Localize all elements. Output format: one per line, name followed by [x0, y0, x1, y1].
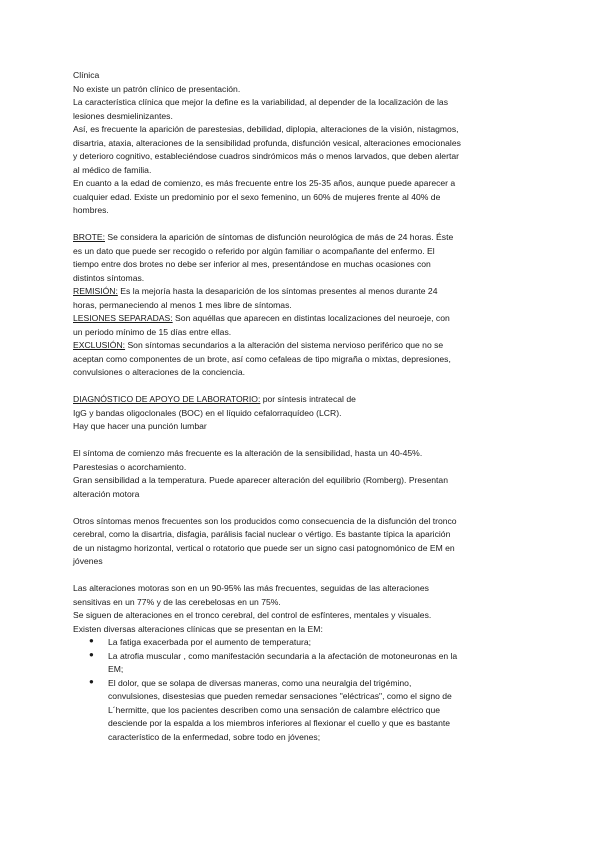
intro-line: La característica clínica que mejor la define es la variabilidad, al depender de la localización de las [73, 97, 448, 107]
definition-text: por síntesis intratecal de [260, 394, 356, 404]
diagnostico-term: DIAGNÓSTICO DE APOYO DE LABORATORIO: [73, 394, 261, 404]
remision-term: REMISIÓN: [73, 286, 118, 296]
intro-line: hombres. [73, 205, 109, 215]
bullet-icon: ● [89, 636, 94, 645]
list-item-line: desciende por la espalda a los miembros inferiores al flexionar el cuello y que es bastante [108, 718, 451, 728]
list-item-line: EM; [108, 664, 124, 674]
sensibilidad-paragraph [73, 447, 533, 501]
brote-definition [73, 231, 533, 285]
bullet-icon: ● [89, 649, 94, 659]
motoras-paragraph [73, 582, 533, 636]
lesiones-definition [73, 312, 533, 339]
definition-text: Se considera la aparición de síntomas de disfunción neurológica de más de 24 horas. Éste [105, 232, 454, 242]
definition-text: Hay que hacer una punción lumbar [73, 421, 207, 431]
paragraph-line: Otros síntomas menos frecuentes son los producidos como consecuencia de la disfunción del tronco [73, 515, 457, 526]
paragraph-line: Las alteraciones motoras son en un 90-95% las más frecuentes, seguidas de las alteraciones [73, 583, 429, 593]
list-item-line: El dolor, que se solapa de diversas maneras, como una neuralgia del trigémino, [108, 677, 412, 688]
paragraph-line: sensitivas en un 77% y de las cerebelosas en un 75%. [73, 596, 281, 607]
diagnostico-paragraph [73, 393, 533, 434]
list-item [73, 650, 533, 677]
list-item-line: L´hermitte, que los pacientes describen como una sensación de calambre eléctrico que [108, 704, 441, 715]
paragraph-line: Existen diversas alteraciones clínicas que se presentan en la EM: [73, 623, 323, 634]
bullet-list [73, 636, 533, 744]
paragraph-line: Parestesias o acorchamiento. [73, 461, 187, 472]
definition-text: aceptan como componentes de un brote, así como cefaleas de tipo migraña o mixtas, depresiones, [73, 353, 451, 364]
list-item [73, 677, 533, 745]
intro-line: No existe un patrón clínico de presentación. [73, 83, 241, 94]
list-item-line: La atrofia muscular , como manifestación secundaria a la afectación de motoneuronas en la [108, 650, 458, 661]
definition-text: distintos síntomas. [73, 272, 145, 283]
intro-line: cualquier edad. Existe un predominio por el sexo femenino, un 60% de mujeres frente al 40% de [73, 191, 441, 202]
remision-definition [73, 285, 533, 312]
list-item-line: La fatiga exacerbada por el aumento de temperatura; [108, 637, 312, 647]
exclusion-definition [73, 339, 533, 380]
paragraph-line: Se siguen de alteraciones en el tronco cerebral, del control de esfínteres, mentales y visuales. [73, 610, 432, 620]
exclusion-term: EXCLUSIÓN: [73, 340, 126, 350]
document-page [73, 69, 533, 744]
paragraph-line: jóvenes [73, 556, 103, 566]
definition-text: convulsiones o alteraciones de la conciencia. [73, 367, 245, 377]
intro-line: En cuanto a la edad de comienzo, es más frecuente entre los 25-35 años, aunque puede aparecer a [73, 178, 456, 188]
intro-line: y deterioro cognitivo, estableciéndose cuadros sindrómicos más o menos larvados, que deben alertar [73, 151, 459, 161]
intro-line: Así, es frecuente la aparición de parestesias, debilidad, diplopia, alteraciones de la visión, nistagmos, [73, 124, 459, 134]
definition-text: Es la mejoría hasta la desaparición de los síntomas presentes al menos durante 24 [117, 286, 438, 296]
definition-text: un periodo mínimo de 15 días entre ellas. [73, 326, 232, 337]
definition-text: es un dato que puede ser recogido o referido por algún familiar o acompañante del enfermo. El [73, 245, 435, 256]
list-item-line: convulsiones, disestesias que pueden remedar sensaciones "eléctricas", como el signo de [108, 691, 452, 701]
intro-line: al médico de familia. [73, 164, 152, 175]
lesiones-term: LESIONES SEPARADAS: [73, 313, 173, 323]
intro-line: lesiones desmielinizantes. [73, 110, 173, 121]
definition-text: Son síntomas secundarios a la alteración del sistema nervioso periférico que no se [125, 340, 444, 350]
paragraph-line: cerebral, como la disartria, disfagia, parálisis facial nuclear o vértigo. Es bastante típica la aparición [73, 529, 451, 539]
bullet-icon: ● [89, 676, 94, 686]
paragraph-line: de un nistagmo horizontal, vertical o rotatorio que puede ser un signo casi patognomónico de EM en [73, 542, 455, 553]
paragraph-line: Gran sensibilidad a la temperatura. Puede aparecer alteración del equilibrio (Romberg). Presentan [73, 475, 448, 485]
brote-term: BROTE: [73, 232, 105, 242]
intro-line: disartria, ataxia, alteraciones de la sensibilidad profunda, disfunción vesical, alteraciones emocionales [73, 137, 461, 148]
section-title: Clínica [73, 70, 100, 80]
intro-paragraph [73, 83, 533, 218]
paragraph-line: El síntoma de comienzo más frecuente es la alteración de la sensibilidad, hasta un 40-45%. [73, 448, 423, 458]
list-item-line: característico de la enfermedad, sobre todo en jóvenes; [108, 731, 321, 742]
definition-text: horas, permaneciendo al menos 1 mes libre de síntomas. [73, 299, 292, 310]
list-item [73, 636, 533, 650]
definition-text: tiempo entre dos brotes no debe ser inferior al mes, presentándose en muchas ocasiones con [73, 259, 431, 269]
otros-paragraph [73, 515, 533, 569]
definition-text: Son aquéllas que aparecen en distintas localizaciones del neuroeje, con [172, 313, 450, 323]
definition-text: IgG y bandas oligoclonales (BOC) en el líquido cefalorraquídeo (LCR). [73, 407, 342, 418]
paragraph-line: alteración motora [73, 488, 140, 499]
